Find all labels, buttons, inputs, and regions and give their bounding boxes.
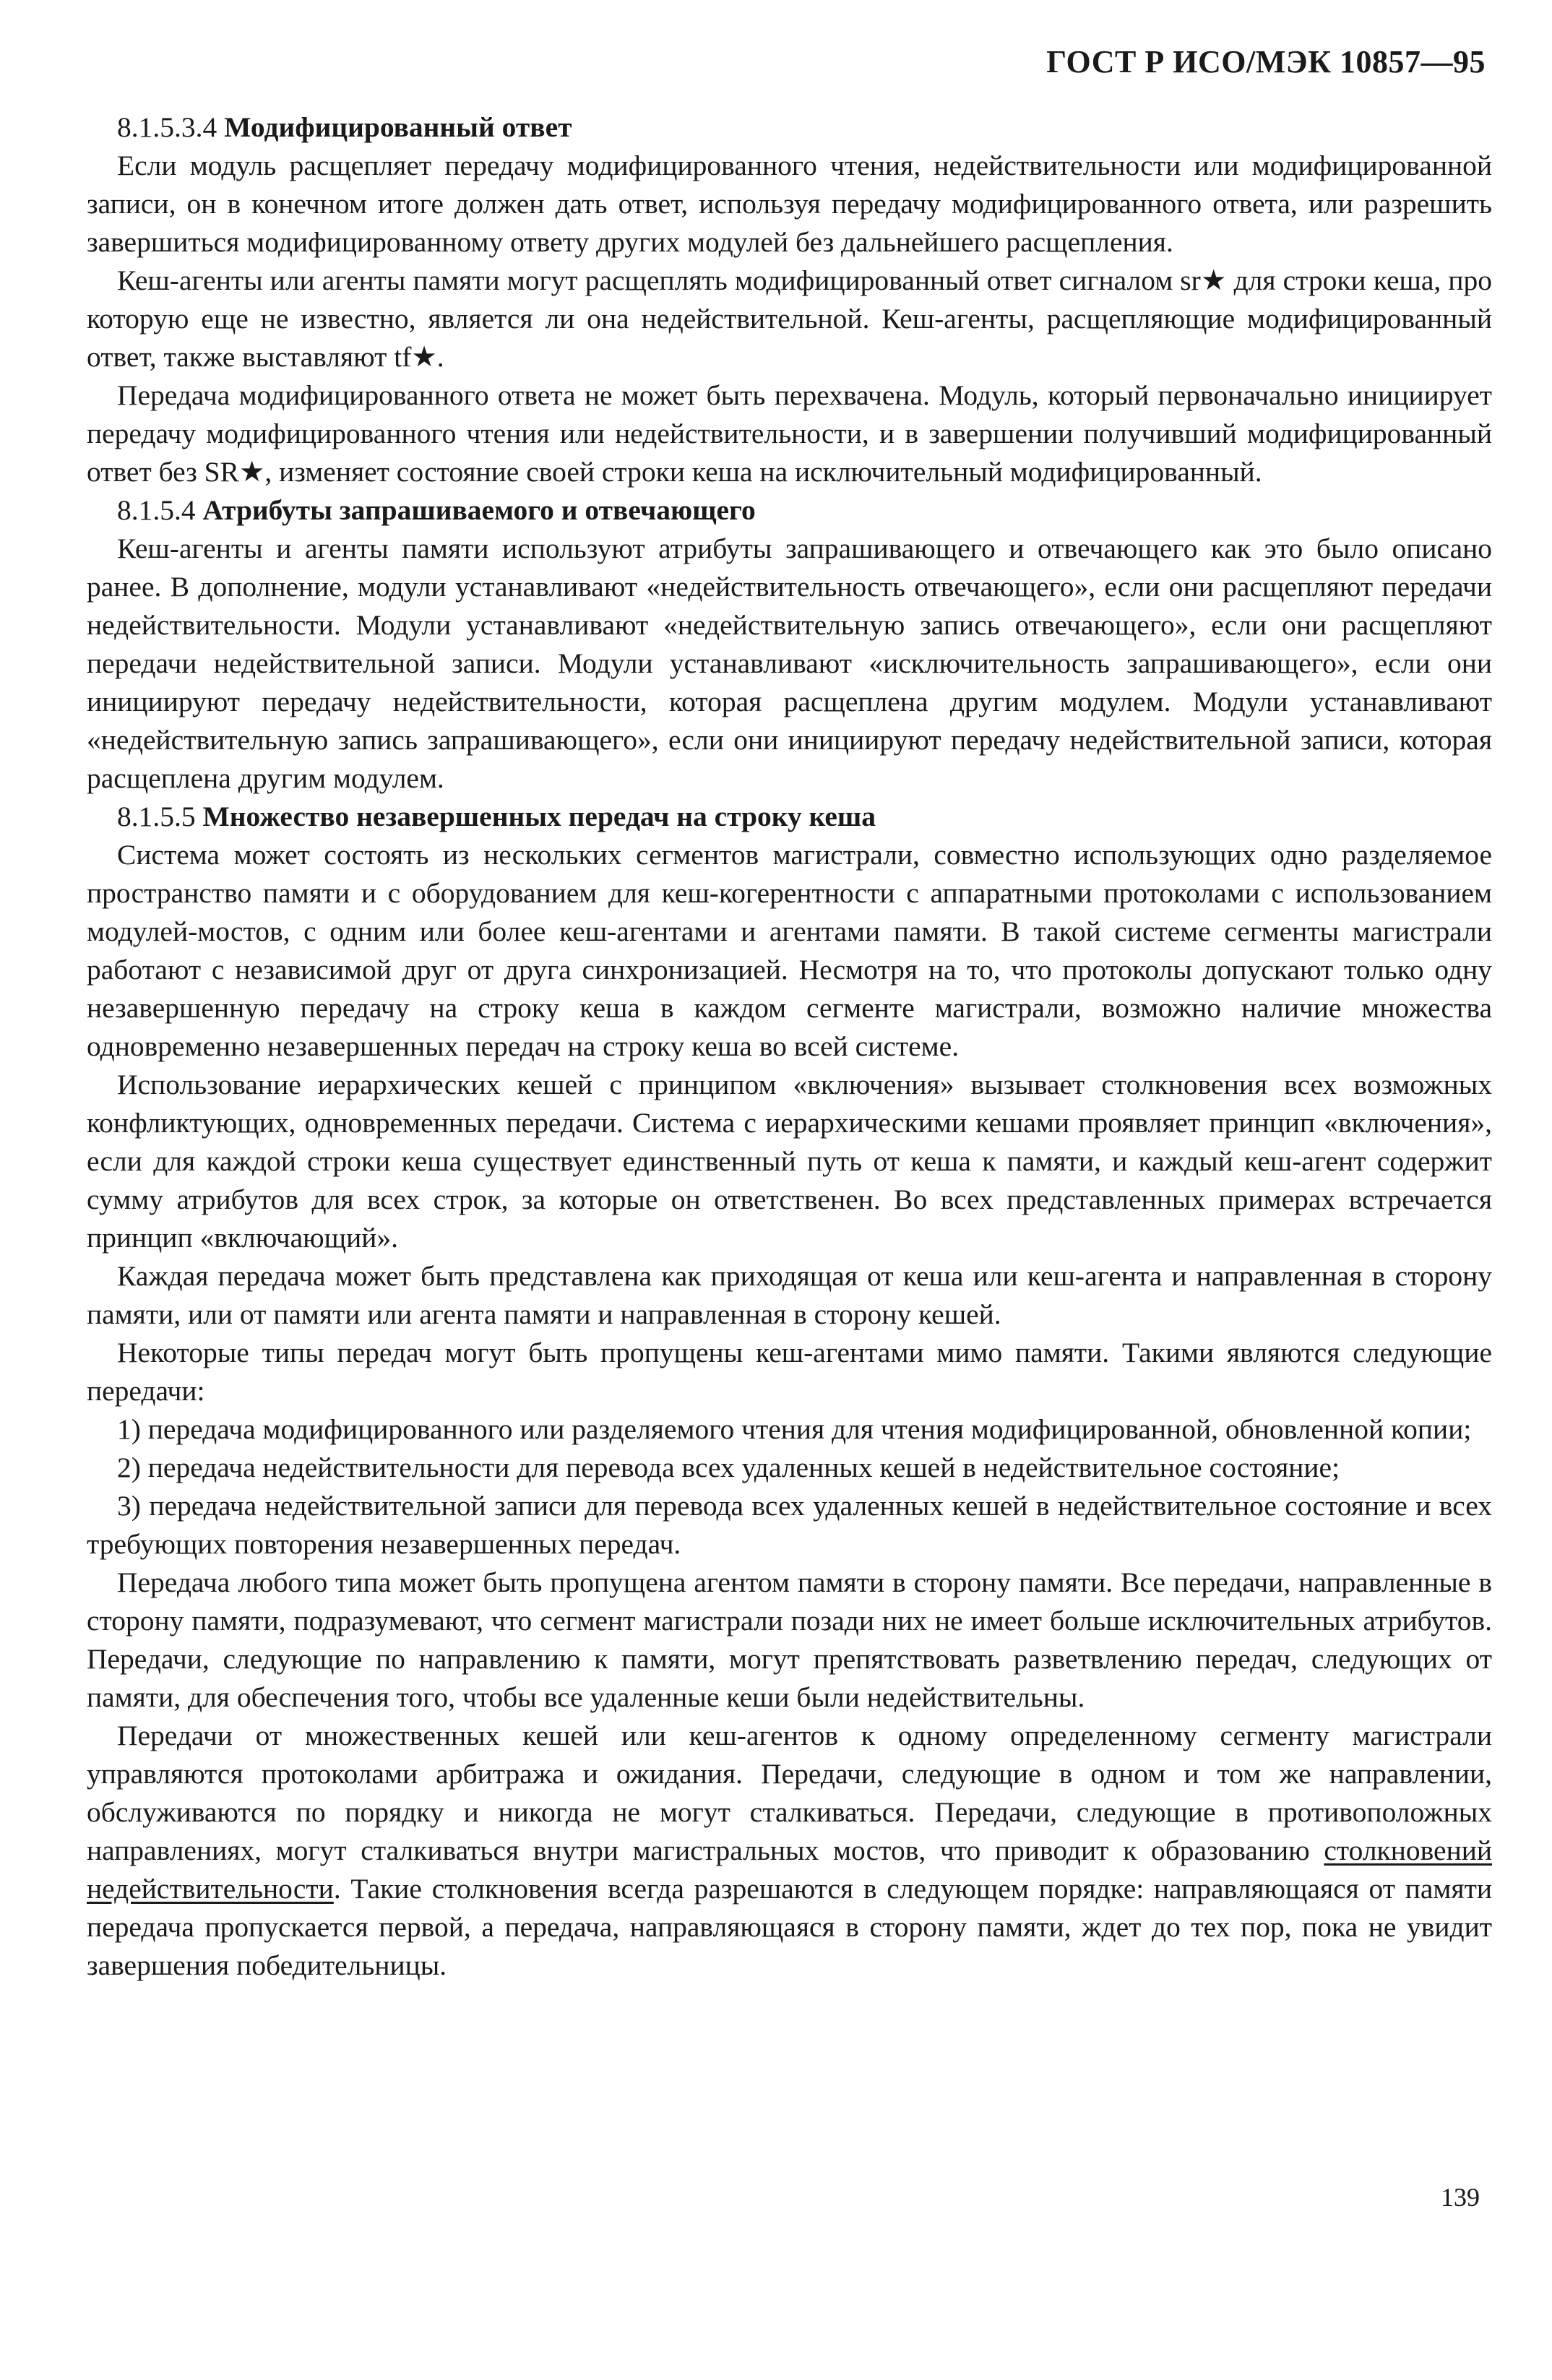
paragraph: Каждая передача может быть представлена как приходящая от кеша или кеш-агента и направленная в сторону памяти, или от памяти или агента памяти и направленная в сторону кешей. <box>87 1260 1492 1330</box>
underlined-term: столкновений недействительности <box>87 1834 1492 1905</box>
document-body <box>87 108 1492 1985</box>
paragraph: Передача модифицированного ответа не может быть перехвачена. Модуль, который первоначально инициирует передачу модифицированного чтения или недействительности, и в завершении получивший модифицированный ответ без SR★, изменяет состояние своей строки кеша на исключительный модифицированный. <box>87 379 1492 488</box>
list-item: 3) передача недействительной записи для перевода всех удаленных кешей в недействительное состояние и всех требующих повторения незавершенных передач. <box>87 1490 1492 1560</box>
list-item: 1) передача модифицированного или разделяемого чтения для чтения модифицированной, обновленной копии; <box>117 1413 1472 1445</box>
page-number: 139 <box>1441 2183 1480 2212</box>
paragraph: Использование иерархических кешей с принципом «включения» вызывает столкновения всех возможных конфликтующих, одновременных передачи. Система с иерархическими кешами проявляет принцип «включения», если для каждой строки кеша существует единственный путь от кеша к памяти, и каждый кеш-агент содержит сумму атрибутов для всех строк, за которые он ответственен. Во всех представленных примерах встречается принцип «включающий». <box>87 1069 1492 1254</box>
paragraph: Передача любого типа может быть пропущена агентом памяти в сторону памяти. Все передачи, направленные в сторону памяти, подразумевают, что сегмент магистрали позади них не имеет больше исключительных атрибутов. Передачи, следующие по направлению к памяти, могут препятствовать разветвлению передач, следующих от памяти, для обеспечения того, чтобы все удаленные кеши были недействительны. <box>87 1566 1492 1713</box>
paragraph: Кеш-агенты и агенты памяти используют атрибуты запрашивающего и отвечающего как это было описано ранее. В дополнение, модули устанавливают «недействительность отвечающего», если они расщепляют передачи недействительности. Модули устанавливают «недействительную запись отвечающего», если они расщепляют передачи недействительной записи. Модули устанавливают «исключительность запрашивающего», если они инициируют передачу недействительности, которая расщеплена другим модулем. Модули устанавливают «недействительную запись запрашивающего», если они инициируют передачу недействительной записи, которая расщеплена другим модулем. <box>87 533 1492 794</box>
document-header: ГОСТ Р ИСО/МЭК 10857—95 <box>1046 44 1486 79</box>
paragraph: Если модуль расщепляет передачу модифицированного чтения, недействительности или модифицированной записи, он в конечном итоге должен дать ответ, используя передачу модифицированного ответа, или разрешить завершиться модифицированному ответу других модулей без дальнейшего расщепления. <box>87 150 1492 258</box>
section-heading-8-1-5-3-4 <box>87 108 1492 147</box>
section-heading-8-1-5-4 <box>87 491 1492 530</box>
section-title: Множество незавершенных передач на строку кеша <box>202 801 876 832</box>
section-title: Атрибуты запрашиваемого и отвечающего <box>202 494 756 526</box>
paragraph-text: . Такие столкновения всегда разрешаются в следующем порядке: направляющаяся от памяти передача пропускается первой, а передача, направляющаяся в сторону памяти, ждет до тех пор, пока не увидит завершения победительницы. <box>87 1873 1492 1981</box>
section-number: 8.1.5.3.4 <box>117 111 217 143</box>
paragraph: Система может состоять из нескольких сегментов магистрали, совместно использующих одно разделяемое пространство памяти и с оборудованием для кеш-когерентности с аппаратными протоколами с использованием модулей-мостов, с одним или более кеш-агентами и агентами памяти. В такой системе сегменты магистрали работают с независимой друг от друга синхронизацией. Несмотря на то, что протоколы допускают только одну незавершенную передачу на строку кеша в каждом сегменте магистрали, возможно наличие множества одновременно незавершенных передач на строку кеша во всей системе. <box>87 839 1492 1062</box>
section-number: 8.1.5.4 <box>117 494 196 526</box>
section-title: Модифицированный ответ <box>224 111 572 143</box>
section-heading-8-1-5-5 <box>87 798 1492 836</box>
paragraph: Кеш-агенты или агенты памяти могут расщеплять модифицированный ответ сигналом sr★ для строки кеша, про которую еще не известно, является ли она недействительной. Кеш-агенты, расщепляющие модифицированный ответ, также выставляют tf★. <box>87 264 1492 373</box>
list-item: 2) передача недействительности для перевода всех удаленных кешей в недействительное состояние; <box>117 1452 1340 1483</box>
paragraph <box>87 1717 1492 1985</box>
paragraph-text: Передачи от множественных кешей или кеш-агентов к одному определенному сегменту магистрали управляются протоколами арбитража и ожидания. Передачи, следующие в одном и том же направлении, обслуживаются по порядку и никогда не могут сталкиваться. Передачи, следующие в противоположных направлениях, могут сталкиваться внутри магистральных мостов, что приводит к образованию <box>87 1720 1492 1866</box>
paragraph: Некоторые типы передач могут быть пропущены кеш-агентами мимо памяти. Такими являются следующие передачи: <box>87 1337 1492 1407</box>
section-number: 8.1.5.5 <box>117 801 196 832</box>
